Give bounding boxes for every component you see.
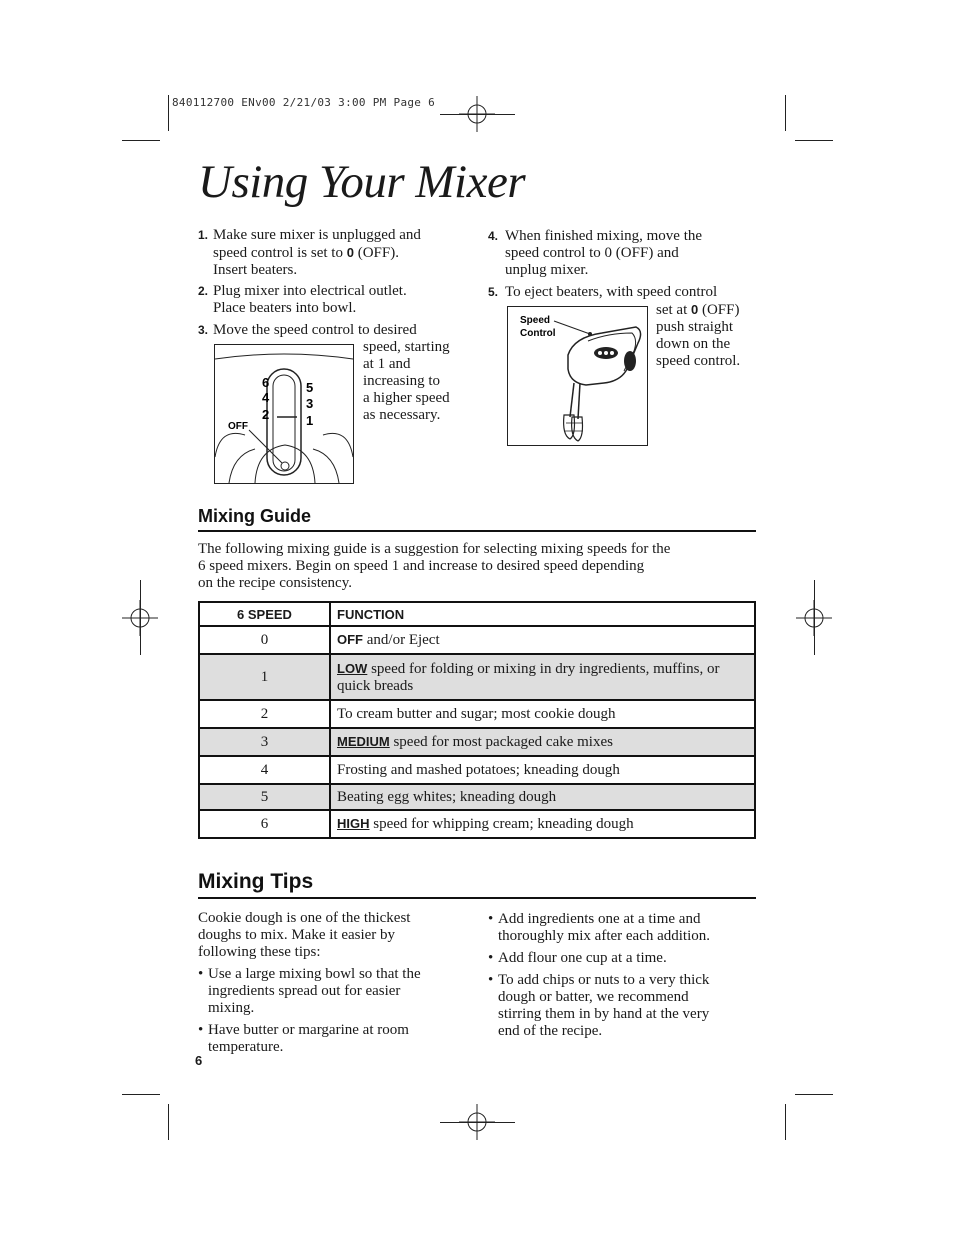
mixer-figure [507,306,648,446]
table-row [199,700,755,728]
function-cell [330,626,755,654]
function-cell [330,810,755,838]
function-text: speed for folding or mixing in dry ingredients, muffins, or quick breads [337,660,724,694]
dial-number: 1 [306,413,314,428]
dial-number: 6 [262,375,270,390]
print-slug: 840112700 ENv00 2/21/03 3:00 PM Page 6 [172,96,436,109]
speed-keyword: OFF [337,632,363,647]
function-text: Frosting and mashed potatoes; kneading dough [337,761,620,778]
mixing-guide-rule [198,530,756,532]
speed-keyword: HIGH [337,816,370,831]
dial-number: 2 [262,407,270,422]
speed-keyword: MEDIUM [337,734,390,749]
step-3-wrapped-text: speed, starting at 1 and increasing to a higher speed as necessary. [363,339,450,423]
page-title: Using Your Mixer [198,156,526,208]
page-number: 6 [195,1053,203,1068]
mixing-tips-heading: Mixing Tips [198,870,314,893]
dial-number: 3 [306,396,314,411]
mixing-guide-table [198,601,756,839]
speed-keyword: LOW [337,660,368,676]
table-row [199,756,755,784]
speed-control-label-line2: Control [520,328,556,339]
column-header-function: FUNCTION [330,602,755,626]
speed-cell: 3 [199,728,330,756]
speed-cell: 1 [199,654,330,700]
table-row [199,626,755,654]
function-text: speed for whipping cream; kneading dough [369,816,634,832]
table-row [199,654,755,700]
function-cell [330,756,755,784]
hand-mixer-icon [508,307,647,445]
mixing-guide-heading: Mixing Guide [198,506,312,526]
function-cell [330,700,755,728]
table-row [199,728,755,756]
function-cell [330,654,755,700]
dial-number: 4 [262,390,270,405]
dial-number: 5 [306,380,314,395]
speed-cell: 2 [199,700,330,728]
table-header-row [199,602,755,626]
mixing-tips-rule [198,897,756,899]
table-row [199,784,755,810]
speed-cell: 4 [199,756,330,784]
speed-dial-figure [214,344,354,484]
speed-cell: 5 [199,784,330,810]
function-cell [330,728,755,756]
function-text: To cream butter and sugar; most cookie dough [337,705,616,722]
function-cell [330,784,755,810]
mixing-guide-intro: The following mixing guide is a suggestion for selecting mixing speeds for the 6 speed mixers. Begin on speed 1 and increase to desired speed depending on the recipe consistency. [198,541,671,591]
column-header-speed: 6 SPEED [199,602,330,626]
function-text: Beating egg whites; kneading dough [337,788,557,805]
speed-dial-icon [215,345,353,483]
dial-off-label: OFF [228,421,248,432]
table-row [199,810,755,838]
speed-cell: 0 [199,626,330,654]
function-text: speed for most packaged cake mixes [389,734,613,750]
speed-cell: 6 [199,810,330,838]
mixing-tips-intro: Cookie dough is one of the thickest doughs to mix. Make it easier by following these tips: [198,910,411,960]
step-5-wrapped-text: set at 0 (OFF) push straight down on the speed control. [656,302,741,369]
function-text: and/or Eject [363,632,440,648]
speed-control-label-line1: Speed [520,315,551,326]
